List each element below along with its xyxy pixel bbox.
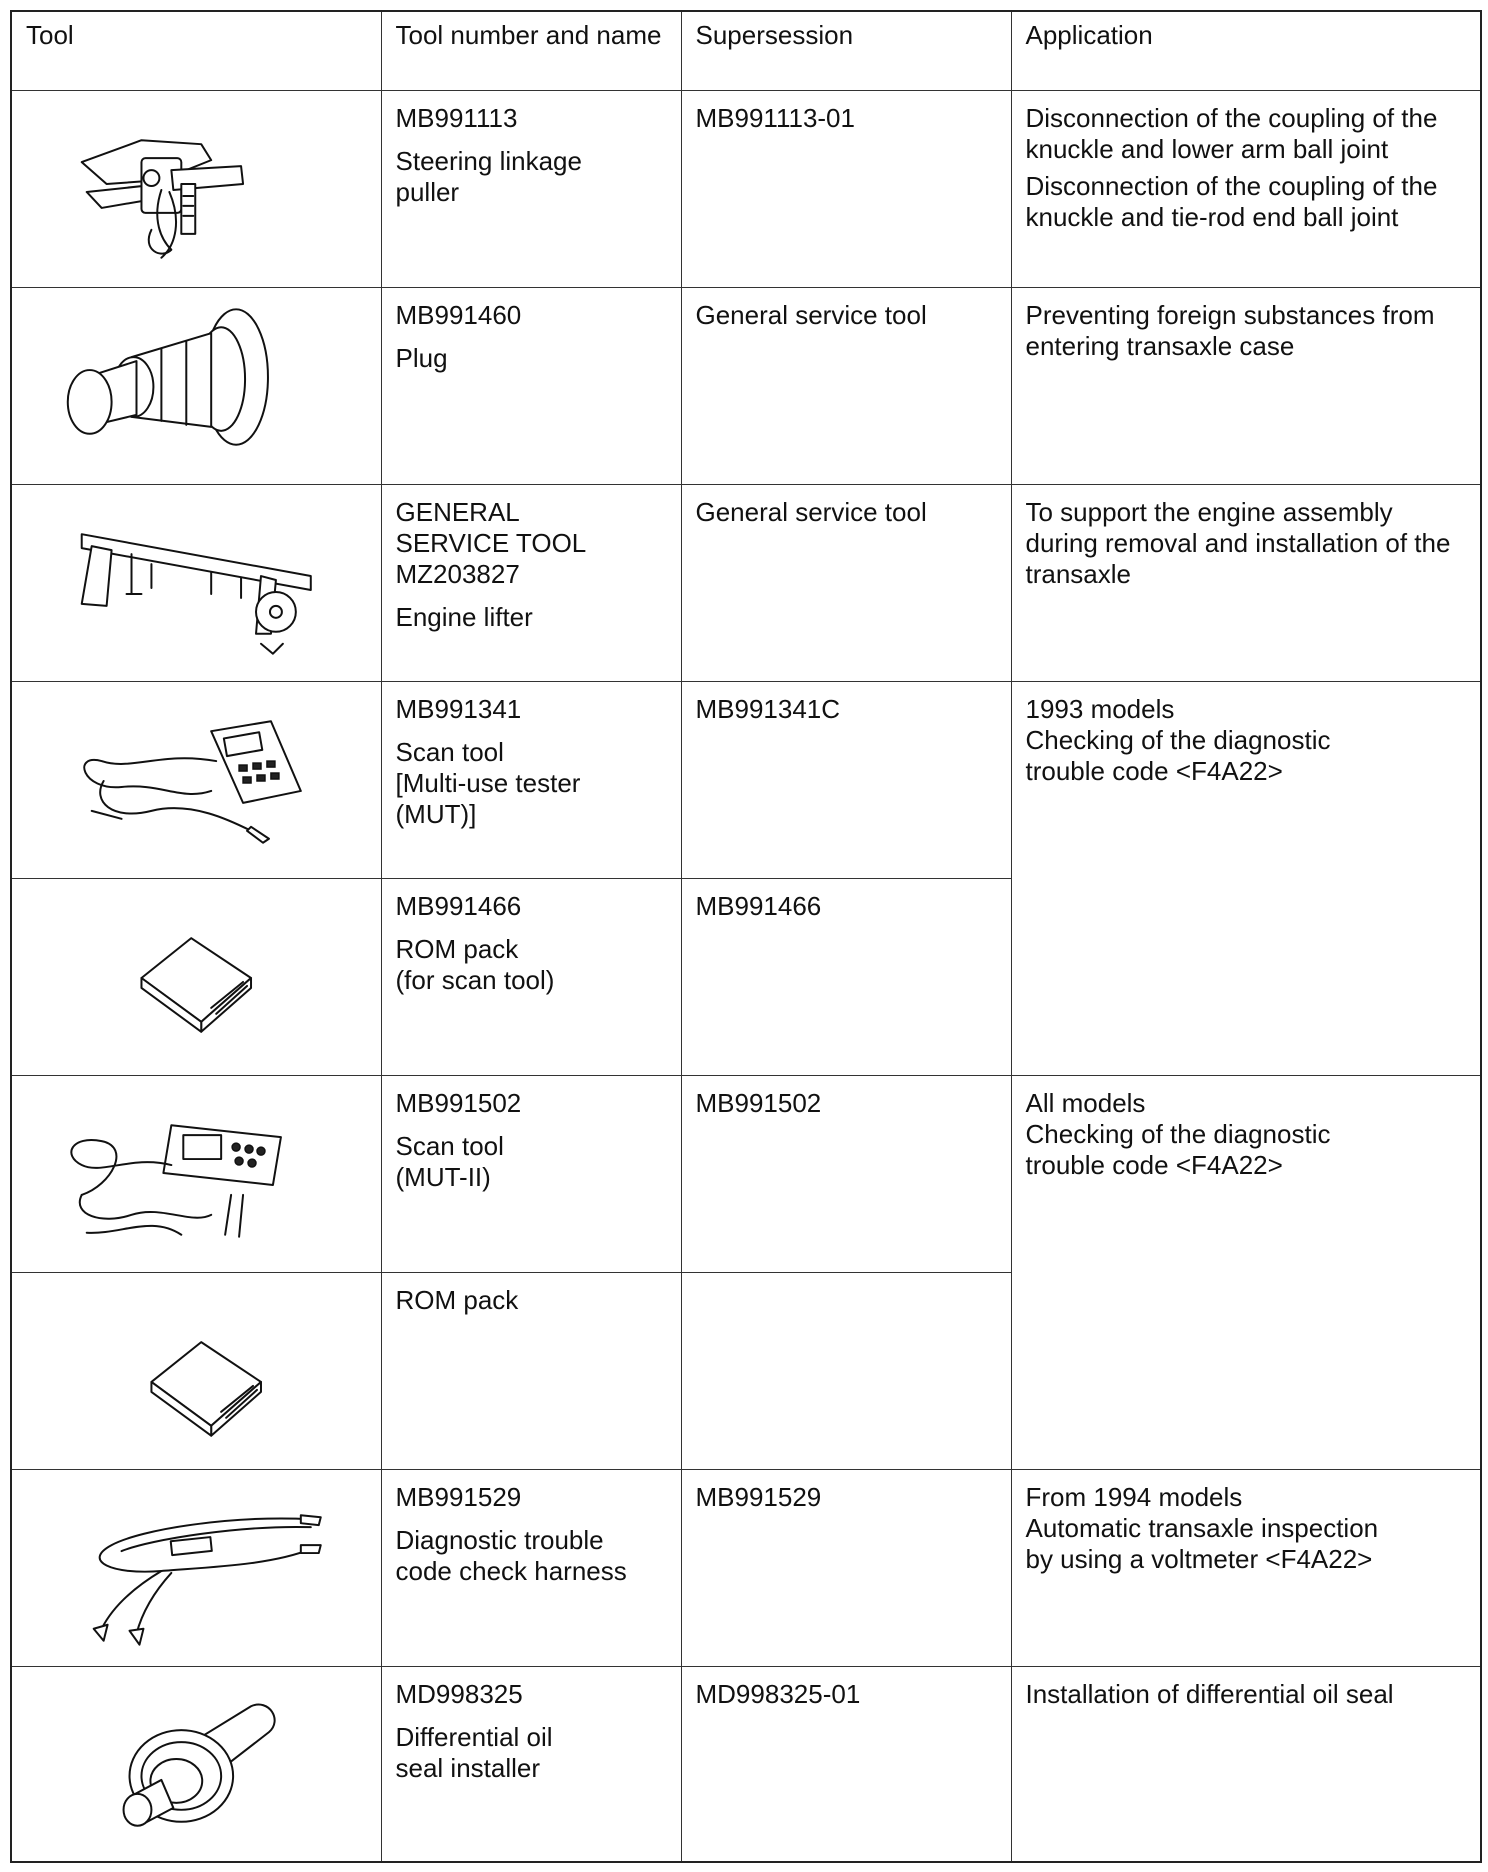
application-text: From 1994 models Automatic transaxle inspection by using a voltmeter <F4A22> bbox=[1025, 1482, 1379, 1574]
tool-name: Steering linkage puller bbox=[395, 146, 582, 207]
supersession-cell: General service tool bbox=[681, 288, 1011, 485]
rom-pack-icon bbox=[12, 879, 381, 1075]
tool-name: ROM pack (for scan tool) bbox=[395, 934, 555, 995]
tool-number-name-cell bbox=[381, 1667, 681, 1863]
application-text: All models Checking of the diagnostic trouble code <F4A22> bbox=[1025, 1088, 1331, 1180]
application-cell bbox=[1011, 1667, 1481, 1863]
header-row bbox=[11, 11, 1481, 91]
tool-number-name-cell bbox=[381, 91, 681, 288]
header-tool: Tool bbox=[11, 11, 381, 91]
supersession-cell: General service tool bbox=[681, 485, 1011, 682]
oil-seal-installer-icon bbox=[12, 1667, 381, 1861]
tool-image-cell bbox=[11, 1667, 381, 1863]
tool-name: Differential oil seal installer bbox=[395, 1722, 553, 1783]
tool-number: MB991460 bbox=[395, 300, 522, 330]
tool-number-name-cell bbox=[381, 288, 681, 485]
tool-image-cell bbox=[11, 1470, 381, 1667]
tool-image-cell bbox=[11, 288, 381, 485]
tool-number-name-cell bbox=[381, 485, 681, 682]
application-cell bbox=[1011, 682, 1481, 1076]
supersession-cell: MB991502 bbox=[681, 1076, 1011, 1273]
page bbox=[10, 10, 1480, 1862]
supersession-cell: MB991341C bbox=[681, 682, 1011, 879]
tool-image-cell bbox=[11, 91, 381, 288]
table-row bbox=[11, 288, 1481, 485]
application-text: To support the engine assembly during removal and installation of the transaxle bbox=[1025, 497, 1451, 589]
supersession-cell: MB991113-01 bbox=[681, 91, 1011, 288]
table-row bbox=[11, 1076, 1481, 1273]
tool-number: MB991466 bbox=[395, 891, 522, 921]
tool-name: Plug bbox=[395, 343, 448, 373]
tool-number: GENERAL SERVICE TOOL MZ203827 bbox=[395, 497, 587, 589]
tool-image-cell bbox=[11, 1273, 381, 1470]
table-row bbox=[11, 682, 1481, 879]
tool-name: Scan tool (MUT-II) bbox=[395, 1131, 504, 1192]
application-cell bbox=[1011, 1076, 1481, 1470]
tool-number: MB991113 bbox=[395, 103, 518, 133]
application-text: Installation of differential oil seal bbox=[1025, 1679, 1394, 1709]
check-harness-icon bbox=[12, 1470, 381, 1666]
table-row bbox=[11, 91, 1481, 288]
supersession-cell bbox=[681, 1273, 1011, 1470]
tool-number-name-cell bbox=[381, 879, 681, 1076]
tool-name: ROM pack bbox=[395, 1285, 519, 1315]
tool-image-cell bbox=[11, 879, 381, 1076]
tool-name: Engine lifter bbox=[395, 602, 533, 632]
application-cell bbox=[1011, 91, 1481, 288]
tool-image-cell bbox=[11, 1076, 381, 1273]
application-text: Disconnection of the coupling of the knuckle and tie-rod end ball joint bbox=[1025, 171, 1438, 232]
special-tools-table bbox=[10, 10, 1482, 1863]
plug-icon bbox=[12, 288, 381, 484]
application-cell bbox=[1011, 288, 1481, 485]
header-supersession: Supersession bbox=[681, 11, 1011, 91]
tool-number-name-cell bbox=[381, 1273, 681, 1470]
steering-linkage-puller-icon bbox=[12, 91, 381, 287]
table-row bbox=[11, 485, 1481, 682]
supersession-cell: MB991529 bbox=[681, 1470, 1011, 1667]
tool-image-cell bbox=[11, 682, 381, 879]
application-text: Disconnection of the coupling of the knuckle and lower arm ball joint bbox=[1025, 103, 1438, 164]
scan-tool-mut-icon bbox=[12, 682, 381, 878]
tool-number-name-cell bbox=[381, 682, 681, 879]
tool-number-name-cell bbox=[381, 1076, 681, 1273]
application-cell bbox=[1011, 1470, 1481, 1667]
tool-number-name-cell bbox=[381, 1470, 681, 1667]
supersession-cell: MB991466 bbox=[681, 879, 1011, 1076]
scan-tool-mut-ii-icon bbox=[12, 1076, 381, 1272]
tool-number: MD998325 bbox=[395, 1679, 523, 1709]
application-cell bbox=[1011, 485, 1481, 682]
application-text: 1993 models Checking of the diagnostic trouble code <F4A22> bbox=[1025, 694, 1331, 786]
rom-pack-icon bbox=[12, 1273, 381, 1469]
tool-number: MB991341 bbox=[395, 694, 522, 724]
tool-number: MB991529 bbox=[395, 1482, 522, 1512]
table-row bbox=[11, 1667, 1481, 1863]
engine-lifter-icon bbox=[12, 485, 381, 681]
tool-number: MB991502 bbox=[395, 1088, 522, 1118]
tool-image-cell bbox=[11, 485, 381, 682]
tool-name: Diagnostic trouble code check harness bbox=[395, 1525, 627, 1586]
header-application: Application bbox=[1011, 11, 1481, 91]
header-tool-number-name: Tool number and name bbox=[381, 11, 681, 91]
tool-name: Scan tool [Multi-use tester (MUT)] bbox=[395, 737, 581, 829]
application-text: Preventing foreign substances from entering transaxle case bbox=[1025, 300, 1435, 361]
supersession-cell: MD998325-01 bbox=[681, 1667, 1011, 1863]
table-row bbox=[11, 1470, 1481, 1667]
